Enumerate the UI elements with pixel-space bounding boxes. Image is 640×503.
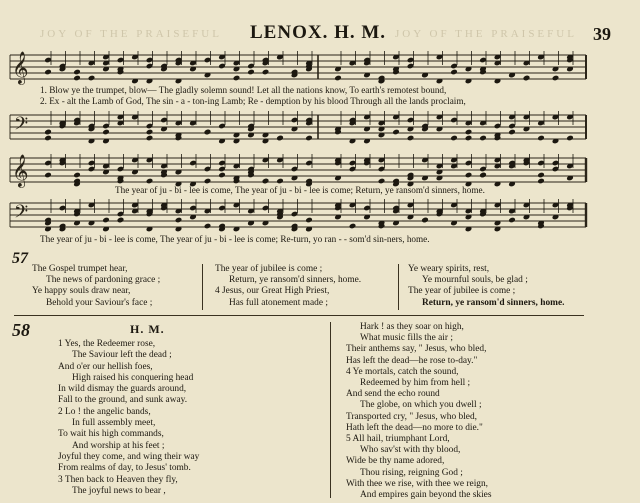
svg-text:𝄞: 𝄞 (12, 156, 29, 187)
notehead (537, 135, 545, 142)
verse-line: Ye mournful souls, be glad ; (422, 275, 528, 286)
notehead (204, 223, 212, 230)
hymn-58-left-column (58, 339, 199, 497)
notehead (566, 135, 574, 142)
verse-line: The Gospel trumpet hear, (32, 264, 128, 274)
hymn-57-column-2 (215, 264, 361, 309)
verse2-lyrics: 2. Ex - alt the Lamb of God, The sin - a - ton-ing Lamb; Re - demption by his blood Through all the lands proclaim, (40, 96, 466, 106)
notehead (73, 172, 81, 179)
verse-line: 2 Lo ! the angelic bands, (58, 406, 151, 417)
notehead (102, 129, 110, 136)
svg-text:𝄢: 𝄢 (14, 113, 29, 138)
notehead (305, 135, 313, 142)
hymn-57-number: 57 (12, 250, 28, 267)
notehead (479, 135, 487, 142)
column-divider (398, 264, 399, 310)
svg-text:𝄞: 𝄞 (12, 53, 29, 84)
staff-system2-bass (0, 197, 640, 237)
verse-line: In wild dismay the guards around, (58, 384, 187, 395)
hymn-57-column-1 (32, 264, 160, 309)
notehead (247, 69, 255, 76)
notehead (175, 217, 183, 224)
verse-line: What music fills the air ; (360, 333, 453, 344)
notehead (479, 172, 487, 179)
tune-title: LENOX. H. M. (250, 22, 387, 43)
verse-line: To wait his high commands, (58, 429, 164, 440)
notehead (450, 69, 458, 76)
notehead (233, 75, 241, 82)
notehead (146, 178, 154, 185)
verse-line: The Saviour left the dead ; (72, 350, 172, 361)
verse-line: Hath left the dead—no more to die." (346, 422, 483, 433)
column-divider (330, 322, 331, 498)
verse-line: The year of jubilee is come ; (408, 286, 516, 297)
verse-line: Their anthems say, " Jesus, who bled, (346, 344, 487, 355)
notehead (305, 217, 313, 224)
notehead (523, 75, 531, 82)
verse-line: The joyful news to bear , (72, 485, 166, 496)
verse-line: High raised his conquering head (72, 372, 194, 383)
verse-line: Redeemed by him from hell ; (360, 378, 471, 389)
notehead (552, 75, 560, 82)
notehead (218, 172, 226, 179)
notehead (262, 178, 270, 185)
notehead (276, 135, 284, 142)
verse-line: Fall to the ground, and sunk away. (58, 395, 188, 406)
notehead (204, 129, 212, 136)
section-rule (14, 315, 584, 316)
svg-text:𝄢: 𝄢 (14, 201, 29, 226)
verse-line: Transported cry, " Jesus, who bled, (346, 411, 477, 422)
verse-line: And worship at his feet ; (72, 440, 165, 451)
verse-line: With thee we rise, with thee we reign, (346, 478, 489, 489)
verse-line: Hark ! as they soar on high, (360, 322, 464, 332)
refrain-lower-lyrics: The year of ju - bi - lee is come, The year of ju - bi - lee is come; Re-turn, yo ran - - som'd sin-ners, home. (40, 234, 430, 244)
notehead (450, 135, 458, 142)
notehead (508, 217, 516, 224)
verse-line: Has left the dead—he rose to-day." (346, 355, 478, 366)
verse-line: 1 Yes, the Redeemer rose, (58, 339, 156, 349)
notehead (537, 172, 545, 179)
notehead (392, 129, 400, 136)
notehead (262, 69, 270, 76)
notehead (73, 75, 81, 82)
verse-line: Has full atonement made ; (229, 297, 328, 308)
verse1-lyrics: 1. Blow ye the trumpet, blow— The gladly solemn sound! Let all the nations know, To earth's remotest bound, (40, 85, 447, 95)
verse-line: The year of jubilee is come ; (215, 264, 323, 274)
verse-line: Ye happy souls draw near, (32, 286, 131, 297)
notehead (276, 178, 284, 185)
notehead (349, 223, 357, 230)
notehead (146, 135, 154, 142)
verse-line: From realms of day, to Jesus' tomb. (58, 463, 191, 474)
verse-line: In full assembly meet, (72, 418, 156, 429)
verse-line: Return, ye ransom'd sinners, home. (229, 275, 362, 286)
verse-line: Return, ye ransom'd sinners, home. (422, 297, 565, 308)
hymn-58-number: 58 (12, 320, 30, 340)
verse-line: Behold your Saviour's face ; (46, 297, 153, 308)
verse-line: Thou rising, reigning God ; (360, 467, 463, 478)
verse-line: 5 All hail, triumphant Lord, (346, 434, 450, 445)
notehead (44, 129, 52, 136)
notehead (44, 172, 52, 179)
notehead (44, 69, 52, 76)
hymn-57-column-3 (408, 264, 564, 309)
notehead (465, 135, 473, 142)
notehead (421, 217, 429, 224)
verse-line: Who sav'st with thy blood, (360, 445, 461, 456)
notehead (146, 129, 154, 136)
hymn-58-meter: H. M. (130, 322, 165, 336)
verse-line: Joyful they come, and wing their way (58, 451, 200, 462)
notehead (465, 172, 473, 179)
verse-line: And empires gain beyond the skies (360, 490, 492, 501)
column-divider (202, 264, 203, 310)
staff-system1-bass (0, 109, 640, 149)
hymn-58-right-column (346, 322, 491, 501)
verse-line: Ye weary spirits, rest, (408, 264, 490, 274)
faint-bleed-left: JOY OF THE PRAISEFUL (40, 28, 222, 40)
notehead (204, 178, 212, 185)
notehead (537, 178, 545, 185)
staff-system1-treble (0, 49, 640, 89)
verse-line: The globe, on which you dwell ; (360, 400, 482, 411)
verse-line: And o'er our hellish foes, (58, 361, 153, 372)
notehead (117, 217, 125, 224)
notehead (378, 178, 386, 185)
notehead (44, 135, 52, 142)
notehead (102, 217, 110, 224)
verse-line: 4 Jesus, our Great High Priest, (215, 286, 330, 297)
verse-line: Wide be thy name adored, (346, 456, 445, 467)
notehead (73, 69, 81, 76)
verse-line: 4 Ye mortals, catch the sound, (346, 366, 459, 377)
verse-line: 3 Then back to Heaven they fly, (58, 474, 178, 485)
page-number: 39 (593, 24, 611, 44)
verse-line: And send the echo round (346, 389, 440, 400)
refrain-upper-lyrics: The year of ju - bi - lee is come, The year of ju - bi - lee is come; Return, ye ransom'd sinners, home. (115, 185, 485, 195)
notehead (508, 129, 516, 136)
notehead (334, 75, 342, 82)
notehead (407, 135, 415, 142)
notehead (465, 129, 473, 136)
faint-bleed-right: JOY OF THE PRAISEFUL (395, 28, 577, 40)
notehead (88, 75, 96, 82)
verse-line: The news of pardoning grace ; (46, 275, 161, 286)
